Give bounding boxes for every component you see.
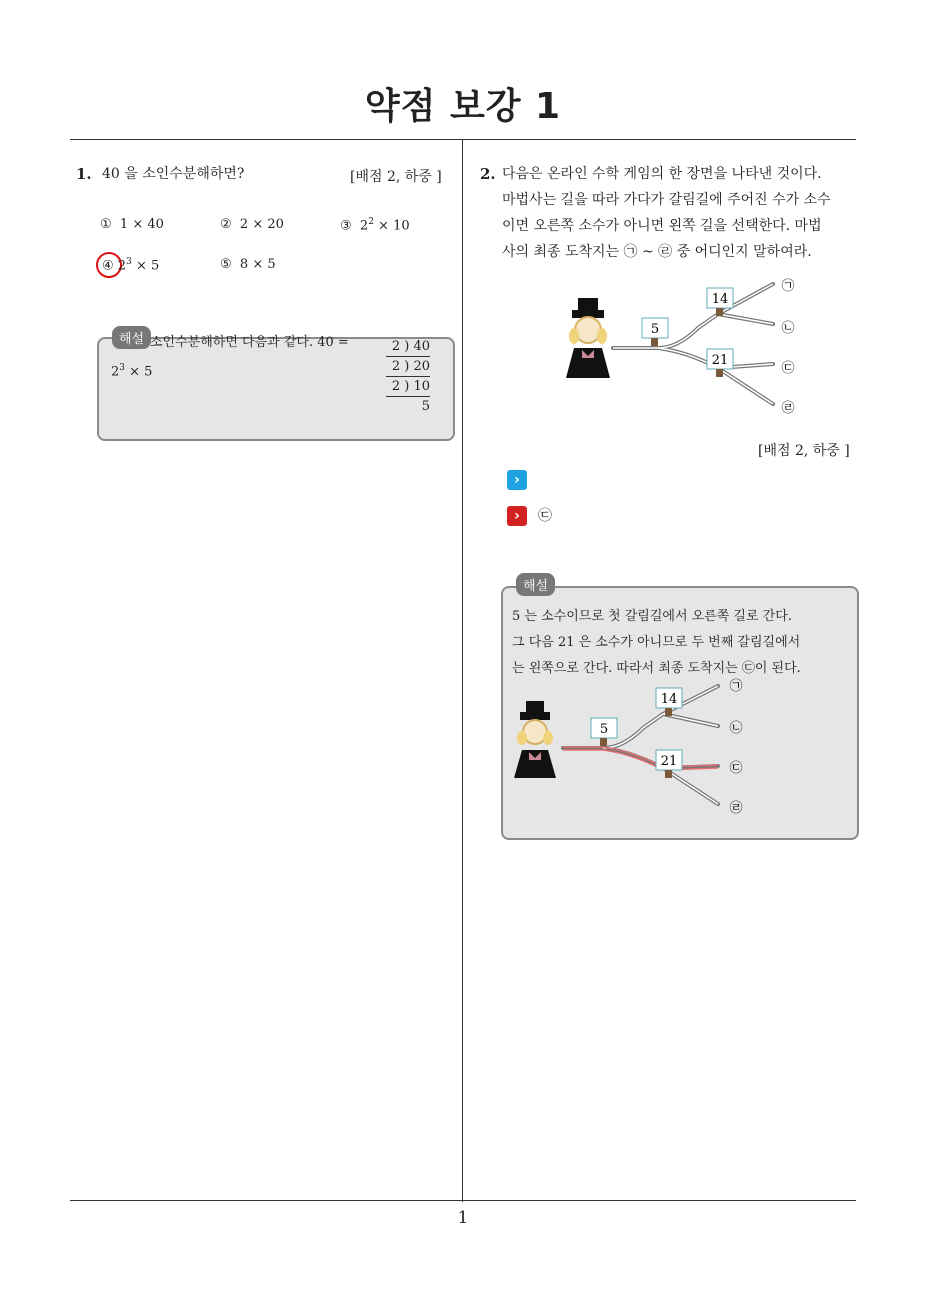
sign-5	[642, 318, 668, 346]
q1-explanation-line2	[111, 355, 152, 385]
q2-meta: [배점 2, 하중 ]	[758, 443, 850, 459]
q1-option-4[interactable]	[102, 257, 159, 273]
division-row: 2 ) 40	[386, 337, 430, 357]
q2-number: 2.	[480, 165, 496, 183]
sign-label: 21	[660, 754, 678, 769]
q1-meta: [배점 2, 하중 ]	[350, 169, 442, 185]
expr-rest: × 5	[125, 364, 153, 380]
sign-14	[656, 688, 682, 716]
q1-option-2[interactable]	[220, 217, 284, 232]
option-expr-exponent: 3	[126, 257, 132, 267]
option-number: ①	[100, 217, 112, 232]
sign-label: 21	[711, 353, 729, 368]
destination-label: ㉠	[729, 679, 743, 694]
option-expr: 8 × 5	[239, 257, 276, 272]
q2-explanation-text	[512, 604, 852, 682]
q2-text	[502, 161, 862, 265]
sign-label: 14	[711, 292, 729, 307]
option-expr-base: 2	[359, 218, 369, 234]
chevron-right-icon[interactable]: ›	[507, 470, 527, 490]
destination-label: ㉢	[729, 761, 743, 776]
q2-text-line: 다음은 온라인 수학 게임의 한 장면을 나타낸 것이다.	[502, 166, 822, 182]
destination-label: ㉣	[781, 401, 795, 416]
option-expr: 1 × 40	[119, 217, 164, 232]
q2-text-line: 이면 오른쪽 소수가 아니면 왼쪽 길을 선택한다. 마법	[502, 218, 822, 234]
q2-path-diagram	[558, 272, 808, 422]
destination-label: ㉡	[781, 321, 795, 336]
wizard-icon	[566, 298, 610, 378]
sign-21	[707, 349, 733, 377]
q2-explanation-tag: 해설	[516, 573, 555, 596]
q1-option-1[interactable]	[100, 217, 164, 232]
division-row: 5	[421, 399, 430, 414]
option-expr-rest: × 5	[131, 258, 160, 274]
expr-exponent: 3	[119, 363, 126, 373]
sign-21	[656, 750, 682, 778]
page-number: 1	[457, 1208, 469, 1228]
option-expr: 2 × 20	[239, 217, 284, 232]
option-number: ⑤	[220, 257, 232, 272]
sign-label: 5	[599, 722, 609, 737]
destination-label: ㉢	[781, 361, 795, 376]
sign-label: 14	[660, 692, 678, 707]
answer-chevron-icon[interactable]: ›	[507, 506, 527, 526]
sign-label: 5	[650, 322, 660, 337]
destination-label: ㉠	[781, 279, 795, 294]
q2-answer: ㉢	[538, 508, 552, 524]
expr-base: 2	[111, 364, 120, 380]
q1-option-3[interactable]	[340, 217, 410, 233]
option-number: ④	[102, 258, 114, 274]
destination-label: ㉡	[729, 721, 743, 736]
q2-text-line: 사의 최종 도착지는 ㉠ ~ ㉣ 중 어디인지 말하여라.	[502, 244, 812, 260]
option-expr-base: 2	[117, 258, 127, 274]
option-expr-exponent: 2	[368, 217, 374, 227]
option-number: ②	[220, 217, 232, 232]
q2-text-line: 마법사는 길을 따라 가다가 갈림길에 주어진 수가 소수	[502, 192, 831, 208]
column-divider	[462, 139, 463, 1202]
header-rule	[70, 139, 856, 140]
q1-explanation-tag: 해설	[112, 326, 151, 349]
explanation-line: 그 다음 21 은 소수가 아니므로 두 번째 갈림길에서	[512, 635, 801, 650]
explanation-line: 는 왼쪽으로 간다. 따라서 최종 도착지는 ㉢이 된다.	[512, 661, 801, 676]
q1-option-5[interactable]	[220, 257, 276, 272]
q1-division-ladder	[386, 337, 430, 416]
page-title: 약점 보강 1	[364, 86, 562, 127]
option-expr-rest: × 10	[373, 218, 410, 234]
destination-label: ㉣	[729, 801, 743, 816]
sign-14	[707, 288, 733, 316]
option-number: ③	[340, 218, 352, 234]
q1-explanation-line1: 소인수분해하면 다음과 같다. 40 =	[150, 335, 349, 350]
q1-number: 1.	[76, 165, 92, 183]
q2-solution-diagram	[508, 676, 753, 821]
sign-5	[591, 718, 617, 746]
explanation-line: 5 는 소수이므로 첫 갈림길에서 오른쪽 길로 간다.	[512, 609, 792, 624]
q1-text: 40 을 소인수분해하면?	[102, 166, 245, 182]
footer-rule	[70, 1200, 856, 1201]
division-row: 2 ) 20	[386, 357, 430, 377]
wizard-icon	[514, 701, 556, 778]
division-row: 2 ) 10	[386, 377, 430, 397]
